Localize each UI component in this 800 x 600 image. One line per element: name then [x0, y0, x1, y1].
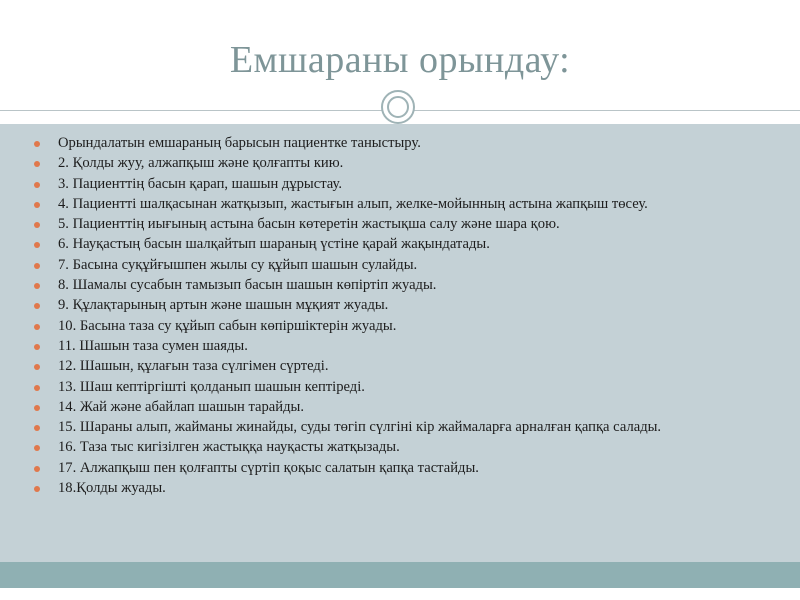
list-item-text: 15. Шараны алып, жайманы жинайды, суды төгіп сүлгіні кір жаймаларға арналған қапқа салады.: [58, 419, 662, 436]
content-area: [0, 124, 800, 562]
bullet-icon: [34, 405, 40, 411]
list-item: [34, 459, 774, 478]
list-item: [34, 215, 774, 234]
list-item-text: 16. Таза тыс кигізілген жастыққа науқасты жатқызады.: [58, 439, 400, 456]
list-item: [34, 296, 774, 315]
list-item-text: 9. Құлақтарының артын және шашын мұқият жуады.: [58, 297, 389, 314]
list-item-text: 6. Науқастың басын шалқайтып шараның үстіне қарай жақындатады.: [58, 236, 490, 253]
bullet-icon: [34, 445, 40, 451]
bullet-icon: [34, 222, 40, 228]
ring-ornament-icon: [381, 90, 415, 124]
list-item-text: 11. Шашын таза сумен шаяды.: [58, 337, 248, 354]
list-item: [34, 438, 774, 457]
list-item-text: 13. Шаш кептіргішті қолданып шашын кептіреді.: [58, 378, 365, 395]
list-item-text: 14. Жай және абайлап шашын тарайды.: [58, 398, 304, 415]
bullet-icon: [34, 202, 40, 208]
list-item-text: 2. Қолды жуу, алжапқыш және қолғапты кию.: [58, 155, 344, 172]
list-item: [34, 378, 774, 397]
list-item: [34, 235, 774, 254]
bullet-icon: [34, 385, 40, 391]
bullet-icon: [34, 364, 40, 370]
list-item: [34, 276, 774, 295]
bullet-icon: [34, 486, 40, 492]
bullet-icon: [34, 303, 40, 309]
bottom-strip: [0, 588, 800, 600]
bullet-icon: [34, 141, 40, 147]
bullet-icon: [34, 344, 40, 350]
list-item: [34, 134, 774, 153]
bullet-icon: [34, 182, 40, 188]
list-item: [34, 398, 774, 417]
list-item: [34, 195, 774, 214]
list-item-text: 18.Қолды жуады.: [58, 480, 166, 497]
list-item: [34, 337, 774, 356]
list-item-text: 8. Шамалы сусабын тамызып басын шашын көпіртіп жуады.: [58, 277, 437, 294]
bullet-icon: [34, 466, 40, 472]
list-item-text: 5. Пациенттің иығының астына басын көтеретін жастықша салу және шара қою.: [58, 216, 560, 233]
list-item: [34, 357, 774, 376]
list-item-text: 4. Пациентті шалқасынан жатқызып, жастығын алып, желке-мойынның астына жапқыш төсеу.: [58, 195, 648, 212]
list-item-text: 17. Алжапқыш пен қолғапты сүртіп қоқыс салатын қапқа тастайды.: [58, 459, 479, 476]
list-item: [34, 418, 774, 437]
bullet-list: [34, 134, 774, 499]
list-item-text: 7. Басына суқұйғышпен жылы су құйып шашын сулайды.: [58, 256, 418, 273]
bullet-icon: [34, 283, 40, 289]
bullet-icon: [34, 425, 40, 431]
list-item: [34, 154, 774, 173]
list-item: [34, 317, 774, 336]
list-item: [34, 479, 774, 498]
list-item-text: 3. Пациенттің басын қарап, шашын дұрыстау.: [58, 175, 342, 192]
footer-bar: [0, 562, 800, 588]
bullet-icon: [34, 324, 40, 330]
bullet-icon: [34, 161, 40, 167]
list-item-text: 10. Басына таза су құйып сабын көпіршіктерін жуады.: [58, 317, 397, 334]
list-item-text: 12. Шашын, құлағын таза сүлгімен сүртеді.: [58, 358, 329, 375]
slide-title: Емшараны орындау:: [229, 39, 571, 81]
list-item-text: Орындалатын емшараның барысын пациентке таныстыру.: [58, 135, 421, 151]
bullet-icon: [34, 263, 40, 269]
list-item: [34, 256, 774, 275]
list-item: [34, 175, 774, 194]
bullet-icon: [34, 242, 40, 248]
